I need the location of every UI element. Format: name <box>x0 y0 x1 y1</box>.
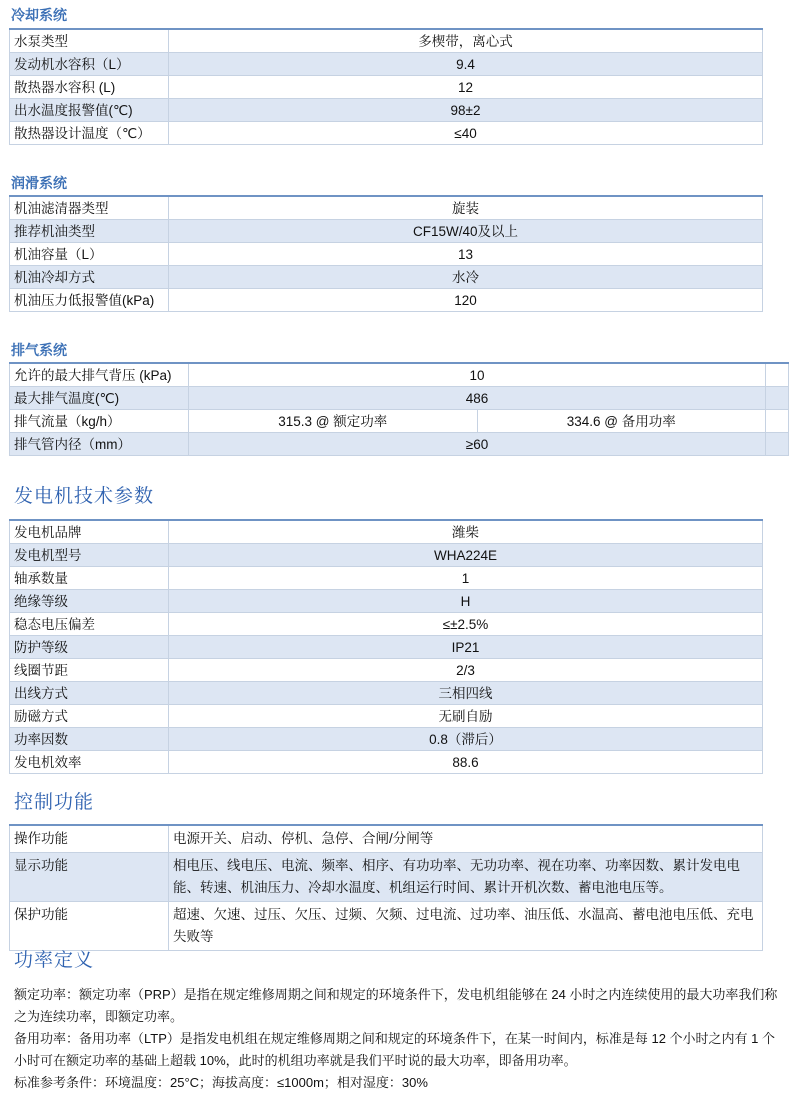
reference-conditions: 标准参考条件：环境温度：25°C；海拔高度：≤1000m；相对湿度：30% <box>14 1075 428 1090</box>
row-value: 10 <box>189 363 766 387</box>
table-row <box>10 53 763 76</box>
row-value: 13 <box>169 243 763 266</box>
row-key: 线圈节距 <box>10 659 169 682</box>
row-value: WHA224E <box>169 544 763 567</box>
table-row <box>10 636 763 659</box>
table-row <box>10 363 789 387</box>
row-key: 机油滤清器类型 <box>10 196 169 220</box>
table-row <box>10 196 763 220</box>
table-row <box>10 682 763 705</box>
row-key: 发动机水容积（L） <box>10 53 169 76</box>
row-key: 散热器设计温度（℃） <box>10 122 169 145</box>
generator-section-title: 发电机技术参数 <box>14 486 155 507</box>
control-table <box>9 824 763 951</box>
table-row <box>10 520 763 544</box>
table-row <box>10 410 789 433</box>
table-row <box>10 433 789 456</box>
table-row <box>10 705 763 728</box>
row-key: 发电机型号 <box>10 544 169 567</box>
row-value: 三相四线 <box>169 682 763 705</box>
row-key: 机油容量（L） <box>10 243 169 266</box>
row-value: 0.8（滞后） <box>169 728 763 751</box>
table-row <box>10 751 763 774</box>
row-spacer <box>766 387 789 410</box>
table-row <box>10 590 763 613</box>
table-row <box>10 220 763 243</box>
row-value: 98±2 <box>169 99 763 122</box>
row-key: 出线方式 <box>10 682 169 705</box>
table-row <box>10 289 763 312</box>
row-value: 1 <box>169 567 763 590</box>
table-row <box>10 29 763 53</box>
row-value: 无刷自励 <box>169 705 763 728</box>
row-key: 操作功能 <box>10 825 169 853</box>
row-key: 散热器水容积 (L) <box>10 76 169 99</box>
lubrication-table <box>9 195 763 312</box>
row-key: 机油冷却方式 <box>10 266 169 289</box>
rated-power-definition: 额定功率：额定功率（PRP）是指在规定维修周期之间和规定的环境条件下，发电机组能够在 24 小时之内连续使用的最大功率我们称之为连续功率，即额定功率。 <box>14 987 778 1024</box>
row-key: 显示功能 <box>10 853 169 902</box>
row-key: 推荐机油类型 <box>10 220 169 243</box>
table-row <box>10 544 763 567</box>
generator-table <box>9 519 763 774</box>
table-row <box>10 728 763 751</box>
row-value: IP21 <box>169 636 763 659</box>
row-value: H <box>169 590 763 613</box>
row-value: 120 <box>169 289 763 312</box>
row-value: 相电压、线电压、电流、频率、相序、有功功率、无功功率、视在功率、功率因数、累计发电电能、转速、机油压力、冷却水温度、机组运行时间、累计开机次数、蓄电池电压等。 <box>169 853 763 902</box>
table-row <box>10 76 763 99</box>
row-key: 水泵类型 <box>10 29 169 53</box>
table-row <box>10 825 763 853</box>
row-key: 保护功能 <box>10 902 169 951</box>
row-key <box>10 289 169 312</box>
table-row <box>10 266 763 289</box>
cooling-table <box>9 28 763 145</box>
row-key-text: 机油压力低报警值(kPa) <box>14 292 155 308</box>
control-section-title: 控制功能 <box>14 792 95 813</box>
row-value: ≤±2.5% <box>169 613 763 636</box>
row-key: 最大排气温度(℃) <box>10 387 189 410</box>
row-spacer <box>766 410 789 433</box>
table-row <box>10 853 763 902</box>
row-spacer <box>766 363 789 387</box>
row-value: ≤40 <box>169 122 763 145</box>
table-row <box>10 902 763 951</box>
table-row <box>10 567 763 590</box>
table-row <box>10 613 763 636</box>
row-key: 励磁方式 <box>10 705 169 728</box>
row-value: 9.4 <box>169 53 763 76</box>
standby-power-definition: 备用功率：备用功率（LTP）是指发电机组在规定维修周期之间和规定的环境条件下，在某一时间内，标准是每 12 个小时之内有 1 个小时可在额定功率的基础上超载 10%，此时的机组功率就是我们平时说的最大功率，即备用功率。 <box>14 1031 776 1068</box>
row-value-rated: 315.3 @ 额定功率 <box>189 410 478 433</box>
power-definition-title: 功率定义 <box>14 950 95 971</box>
table-row <box>10 659 763 682</box>
row-value: 超速、欠速、过压、欠压、过频、欠频、过电流、过功率、油压低、水温高、蓄电池电压低、充电失败等 <box>169 902 763 951</box>
cooling-section-title: 冷却系统 <box>11 7 67 23</box>
row-spacer <box>766 433 789 456</box>
power-definition-text <box>14 984 778 1094</box>
row-key: 绝缘等级 <box>10 590 169 613</box>
exhaust-section-title: 排气系统 <box>11 342 67 358</box>
row-key: 发电机效率 <box>10 751 169 774</box>
row-value: 486 <box>189 387 766 410</box>
row-key: 轴承数量 <box>10 567 169 590</box>
row-key: 防护等级 <box>10 636 169 659</box>
row-value: 2/3 <box>169 659 763 682</box>
table-row <box>10 99 763 122</box>
row-value: 旋装 <box>169 196 763 220</box>
row-value: 多楔带，离心式 <box>169 29 763 53</box>
row-value: CF15W/40及以上 <box>169 220 763 243</box>
row-key: 允许的最大排气背压 (kPa) <box>10 363 189 387</box>
row-key: 出水温度报警值(℃) <box>10 99 169 122</box>
row-key: 排气管内径（mm） <box>10 433 189 456</box>
row-value: 电源开关、启动、停机、急停、合闸/分闸等 <box>169 825 763 853</box>
row-value: 88.6 <box>169 751 763 774</box>
row-key: 稳态电压偏差 <box>10 613 169 636</box>
row-value: 潍柴 <box>169 520 763 544</box>
lubrication-section-title: 润滑系统 <box>11 175 67 191</box>
row-key: 排气流量（kg/h） <box>10 410 189 433</box>
table-row <box>10 122 763 145</box>
row-value: 水冷 <box>169 266 763 289</box>
table-row <box>10 387 789 410</box>
table-row <box>10 243 763 266</box>
row-value-standby: 334.6 @ 备用功率 <box>477 410 766 433</box>
row-value: ≥60 <box>189 433 766 456</box>
exhaust-table <box>9 362 789 456</box>
row-key: 功率因数 <box>10 728 169 751</box>
row-value: 12 <box>169 76 763 99</box>
row-key: 发电机品牌 <box>10 520 169 544</box>
